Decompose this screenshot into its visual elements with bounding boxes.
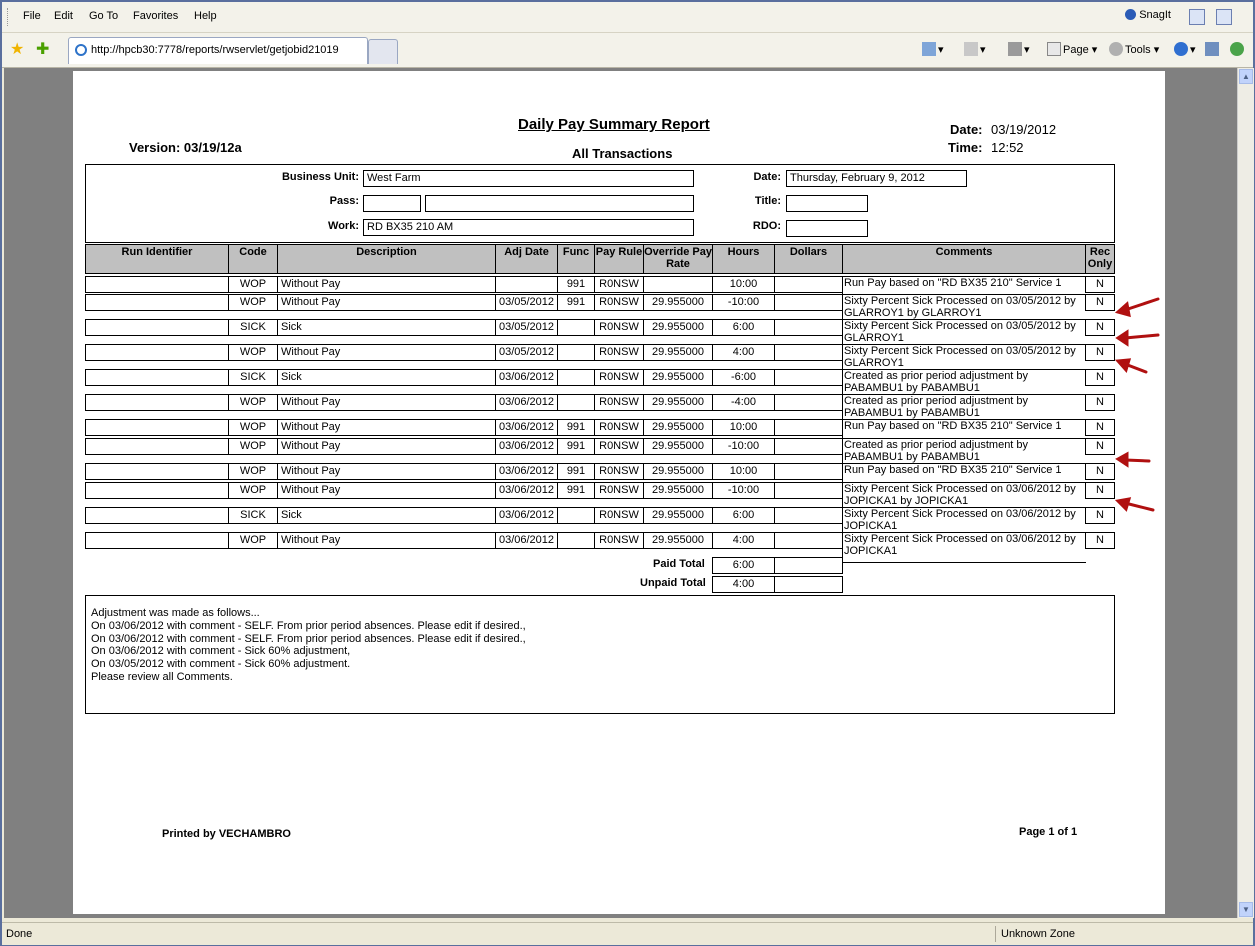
row-7-rec-only-cell: N [1085,419,1115,436]
row-2-hours-cell: -10:00 [712,294,775,311]
row-11-pay-rule-cell: R0NSW [594,507,644,524]
row-7-hours-cell: 10:00 [712,419,775,436]
row-2-description-cell: Without Pay [277,294,496,311]
annotation-arrowhead [1118,499,1129,509]
row-3-code-cell: SICK [228,319,278,336]
row-1-func-cell: 991 [557,276,595,293]
row-7-dollars-cell [774,419,843,436]
row-8-adj-date-cell: 03/06/2012 [495,438,558,455]
column-header-pay-rule: Pay Rule [594,244,644,274]
row-2-rec-only-cell: N [1085,294,1115,311]
annotation-arrow [1125,299,1158,310]
note-line: Adjustment was made as follows... [91,607,260,619]
vertical-scrollbar[interactable] [1237,68,1254,918]
row-10-adj-date-cell: 03/06/2012 [495,482,558,499]
business-unit-field: West Farm [363,170,694,187]
business-unit-label: Business Unit: [281,171,359,183]
row-3-dollars-cell [774,319,843,336]
row-6-rec-only-cell: N [1085,394,1115,411]
title-field [786,195,868,212]
row-2-adj-date-cell: 03/05/2012 [495,294,558,311]
comment-cell: Created as prior period adjustment by PABAMBU1 by PABAMBU1 [842,369,1086,400]
row-2-func-cell: 991 [557,294,595,311]
comment-cell: Sixty Percent Sick Processed on 03/06/2012 by JOPICKA1 [842,507,1086,538]
add-favorite-icon[interactable]: ✚ [36,41,50,58]
menu-edit[interactable]: Edit [54,10,73,22]
row-1-description-cell: Without Pay [277,276,496,293]
row-11-description-cell: Sick [277,507,496,524]
work-label: Work: [328,220,359,232]
row-12-hours-cell: 4:00 [712,532,775,549]
row-4-override-rate-cell: 29.955000 [643,344,713,361]
note-line: On 03/06/2012 with comment - SELF. From prior period absences. Please edit if desired., [91,632,526,645]
printed-by: Printed by VECHAMBRO [162,828,291,840]
note-line: Please review all Comments. [91,670,233,683]
messenger-icon [1230,42,1244,56]
row-8-func-cell: 991 [557,438,595,455]
ie-page-icon [75,44,87,56]
paid-total-label: Paid Total [653,558,705,570]
unpaid-total-label: Unpaid Total [640,577,706,589]
rdo-label: RDO: [752,220,781,232]
column-header-code: Code [228,244,278,274]
row-7-adj-date-cell: 03/06/2012 [495,419,558,436]
snagit-window-icon[interactable] [1189,9,1205,25]
research-button[interactable] [1205,42,1221,56]
work-field: RD BX35 210 AM [363,219,694,236]
row-6-description-cell: Without Pay [277,394,496,411]
menu-file[interactable]: File [23,10,41,22]
row-1-code-cell: WOP [228,276,278,293]
row-9-hours-cell: 10:00 [712,463,775,480]
comment-cell: Sixty Percent Sick Processed on 03/05/2012 by GLARROY1 by GLARROY1 [842,294,1086,325]
row-12-func-cell [557,532,595,549]
comment-cell: Created as prior period adjustment by PABAMBU1 by PABAMBU1 [842,394,1086,425]
adjustment-notes-box [85,595,1115,714]
row-4-adj-date-cell: 03/05/2012 [495,344,558,361]
comment-cell: Run Pay based on "RD BX35 210" Service 1 [842,276,1086,307]
row-4-description-cell: Without Pay [277,344,496,361]
row-9-description-cell: Without Pay [277,463,496,480]
row-10-func-cell: 991 [557,482,595,499]
row-8-hours-cell: -10:00 [712,438,775,455]
report-date-label: Date: [950,122,983,137]
status-zone: Unknown Zone [1001,928,1075,940]
row-11-func-cell [557,507,595,524]
row-7-pay-rule-cell: R0NSW [594,419,644,436]
report-subtitle: All Transactions [572,146,673,161]
row-9-code-cell: WOP [228,463,278,480]
row-4-func-cell [557,344,595,361]
column-header-hours: Hours [712,244,775,274]
row-5-adj-date-cell: 03/06/2012 [495,369,558,386]
row-9-func-cell: 991 [557,463,595,480]
report-page [73,71,1165,914]
row-1-adj-date-cell [495,276,558,293]
column-header-rec-only: Rec Only [1085,244,1115,274]
row-3-pay-rule-cell: R0NSW [594,319,644,336]
row-12-adj-date-cell: 03/06/2012 [495,532,558,549]
row-8-dollars-cell [774,438,843,455]
row-4-code-cell: WOP [228,344,278,361]
shift-date-field: Thursday, February 9, 2012 [786,170,967,187]
row-5-pay-rule-cell: R0NSW [594,369,644,386]
row-8-run-identifier-cell [85,438,229,455]
row-10-hours-cell: -10:00 [712,482,775,499]
title-label: Title: [754,195,781,207]
row-11-dollars-cell [774,507,843,524]
annotation-arrow [1125,503,1153,510]
menu-grip [7,8,11,26]
row-8-rec-only-cell: N [1085,438,1115,455]
page-menu-label: Page [1063,44,1089,56]
status-bar [2,922,1253,945]
row-10-run-identifier-cell [85,482,229,499]
row-5-description-cell: Sick [277,369,496,386]
row-1-run-identifier-cell [85,276,229,293]
tools-menu[interactable]: Tools ▾ [1109,42,1159,56]
tab-toolbar [2,33,1253,68]
row-12-description-cell: Without Pay [277,532,496,549]
row-3-hours-cell: 6:00 [712,319,775,336]
row-6-code-cell: WOP [228,394,278,411]
row-10-rec-only-cell: N [1085,482,1115,499]
menu-go-to[interactable]: Go To [89,10,119,22]
help-button[interactable]: ▾ [1174,42,1196,56]
scroll-down-arrow[interactable]: ▼ [1239,902,1253,917]
row-5-func-cell [557,369,595,386]
report-date-value: 03/19/2012 [991,122,1057,137]
row-10-dollars-cell [774,482,843,499]
row-10-pay-rule-cell: R0NSW [594,482,644,499]
row-6-pay-rule-cell: R0NSW [594,394,644,411]
row-5-run-identifier-cell [85,369,229,386]
gear-icon [1109,42,1123,56]
pass-field-2 [425,195,694,212]
home-icon [922,42,936,56]
row-12-code-cell: WOP [228,532,278,549]
row-1-override-rate-cell [643,276,713,293]
row-9-override-rate-cell: 29.955000 [643,463,713,480]
row-4-pay-rule-cell: R0NSW [594,344,644,361]
rdo-field [786,220,868,237]
row-9-pay-rule-cell: R0NSW [594,463,644,480]
tools-menu-label: Tools [1125,44,1151,56]
row-8-override-rate-cell: 29.955000 [643,438,713,455]
row-2-override-rate-cell: 29.955000 [643,294,713,311]
row-11-code-cell: SICK [228,507,278,524]
row-12-rec-only-cell: N [1085,532,1115,549]
row-3-override-rate-cell: 29.955000 [643,319,713,336]
favorites-star-icon[interactable]: ★ [10,41,25,58]
row-7-description-cell: Without Pay [277,419,496,436]
paid-total-dollars [774,557,843,574]
row-12-run-identifier-cell [85,532,229,549]
row-10-description-cell: Without Pay [277,482,496,499]
row-7-func-cell: 991 [557,419,595,436]
page-icon [1047,42,1061,56]
row-7-run-identifier-cell [85,419,229,436]
row-5-override-rate-cell: 29.955000 [643,369,713,386]
menu-favorites[interactable]: Favorites [133,10,179,22]
row-3-adj-date-cell: 03/05/2012 [495,319,558,336]
report-version: Version: 03/19/12a [129,140,242,155]
research-icon [1205,42,1219,56]
row-7-code-cell: WOP [228,419,278,436]
row-6-func-cell [557,394,595,411]
annotation-arrowhead [1118,332,1127,344]
column-header-comments: Comments [842,244,1086,274]
pass-label: Pass: [329,195,359,207]
status-text: Done [6,928,33,940]
unpaid-total-value: 4:00 [712,576,775,593]
row-6-override-rate-cell: 29.955000 [643,394,713,411]
status-divider [995,926,996,942]
row-1-rec-only-cell: N [1085,276,1115,293]
snagit-icon [1125,9,1136,20]
comment-cell: Sixty Percent Sick Processed on 03/06/2012 by JOPICKA1 [842,532,1086,563]
column-header-adj-date: Adj Date [495,244,558,274]
row-12-pay-rule-cell: R0NSW [594,532,644,549]
print-button[interactable]: ▾ [1008,42,1030,56]
browser-tab-active[interactable] [68,37,368,64]
scroll-up-arrow[interactable]: ▲ [1239,69,1253,84]
home-button[interactable]: ▾ [922,42,944,56]
row-6-dollars-cell [774,394,843,411]
row-11-run-identifier-cell [85,507,229,524]
row-8-code-cell: WOP [228,438,278,455]
feeds-button[interactable]: ▾ [964,42,986,56]
row-11-override-rate-cell: 29.955000 [643,507,713,524]
column-header-override-rate: Override Pay Rate [643,244,713,274]
row-4-hours-cell: 4:00 [712,344,775,361]
annotation-arrow [1125,460,1149,461]
note-line: On 03/06/2012 with comment - SELF. From prior period absences. Please edit if desired., [91,619,526,632]
row-1-hours-cell: 10:00 [712,276,775,293]
row-6-adj-date-cell: 03/06/2012 [495,394,558,411]
menu-bar [2,2,1253,33]
row-3-description-cell: Sick [277,319,496,336]
row-5-code-cell: SICK [228,369,278,386]
row-1-pay-rule-cell: R0NSW [594,276,644,293]
comment-cell: Run Pay based on "RD BX35 210" Service 1 [842,419,1086,450]
row-9-adj-date-cell: 03/06/2012 [495,463,558,480]
row-4-rec-only-cell: N [1085,344,1115,361]
row-5-hours-cell: -6:00 [712,369,775,386]
page-number: Page 1 of 1 [1019,826,1078,838]
snagit-edit-icon[interactable] [1216,9,1232,25]
row-1-dollars-cell [774,276,843,293]
row-5-rec-only-cell: N [1085,369,1115,386]
row-9-dollars-cell [774,463,843,480]
row-10-code-cell: WOP [228,482,278,499]
column-header-run-identifier: Run Identifier [85,244,229,274]
annotation-arrowhead [1118,454,1127,465]
row-8-pay-rule-cell: R0NSW [594,438,644,455]
row-3-run-identifier-cell [85,319,229,336]
annotation-arrowhead [1118,360,1129,370]
annotation-arrowhead [1118,304,1129,315]
row-12-override-rate-cell: 29.955000 [643,532,713,549]
row-8-description-cell: Without Pay [277,438,496,455]
snagit-button[interactable] [1125,9,1171,21]
note-line: On 03/05/2012 with comment - Sick 60% adjustment. [91,658,351,671]
row-2-pay-rule-cell: R0NSW [594,294,644,311]
annotation-arrows [1113,290,1163,530]
row-6-run-identifier-cell [85,394,229,411]
comment-cell: Sixty Percent Sick Processed on 03/06/2012 by JOPICKA1 by JOPICKA1 [842,482,1086,513]
note-line: On 03/06/2012 with comment - Sick 60% adjustment, [91,645,351,658]
row-12-dollars-cell [774,532,843,549]
row-2-run-identifier-cell [85,294,229,311]
row-4-run-identifier-cell [85,344,229,361]
column-header-description: Description [277,244,496,274]
pass-field-1 [363,195,421,212]
row-7-override-rate-cell: 29.955000 [643,419,713,436]
annotation-arrow [1125,335,1158,338]
printer-icon [1008,42,1022,56]
report-time-label: Time: [948,140,983,155]
row-6-hours-cell: -4:00 [712,394,775,411]
new-tab-button[interactable] [368,39,398,64]
page-menu[interactable]: Page ▾ [1047,42,1097,56]
row-11-hours-cell: 6:00 [712,507,775,524]
paid-total-value: 6:00 [712,557,775,574]
shift-date-label: Date: [753,171,781,183]
row-3-func-cell [557,319,595,336]
comment-cell: Sixty Percent Sick Processed on 03/05/2012 by GLARROY1 [842,319,1086,350]
snagit-label: SnagIt [1139,9,1171,21]
help-icon [1174,42,1188,56]
rss-icon [964,42,978,56]
row-4-dollars-cell [774,344,843,361]
messenger-button[interactable] [1230,42,1246,56]
row-2-dollars-cell [774,294,843,311]
row-2-code-cell: WOP [228,294,278,311]
row-9-run-identifier-cell [85,463,229,480]
unpaid-total-dollars [774,576,843,593]
row-11-adj-date-cell: 03/06/2012 [495,507,558,524]
column-header-func: Func [557,244,595,274]
comment-cell: Run Pay based on "RD BX35 210" Service 1 [842,463,1086,494]
tab-url: http://hpcb30:7778/reports/rwservlet/getjobid21019 [91,44,339,56]
report-time-value: 12:52 [991,140,1024,155]
row-11-rec-only-cell: N [1085,507,1115,524]
row-5-dollars-cell [774,369,843,386]
menu-help[interactable]: Help [194,10,217,22]
comment-cell: Sixty Percent Sick Processed on 03/05/2012 by GLARROY1 [842,344,1086,375]
column-header-dollars: Dollars [774,244,843,274]
report-title: Daily Pay Summary Report [518,116,710,133]
row-9-rec-only-cell: N [1085,463,1115,480]
row-10-override-rate-cell: 29.955000 [643,482,713,499]
row-3-rec-only-cell: N [1085,319,1115,336]
comment-cell: Created as prior period adjustment by PABAMBU1 by PABAMBU1 [842,438,1086,469]
